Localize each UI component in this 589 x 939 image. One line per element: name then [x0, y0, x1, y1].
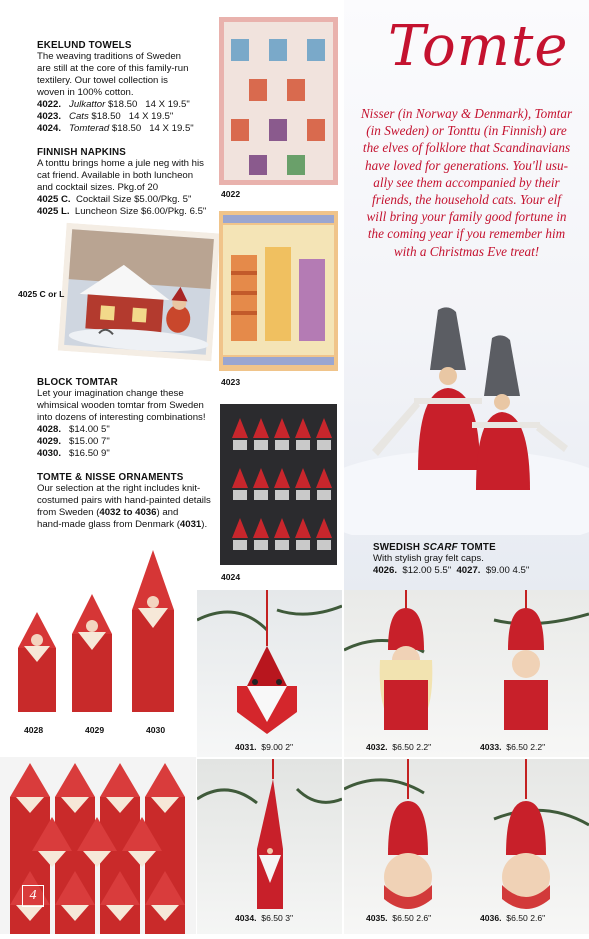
- towel-item-4022: [37, 99, 217, 111]
- item-code: 4023.: [37, 111, 62, 122]
- item-code: 4024.: [37, 123, 62, 134]
- block-description: [37, 388, 217, 424]
- stacked-tomtar-illustration: [0, 757, 196, 934]
- item-code: 4034.: [235, 913, 257, 923]
- ornament-caption-4034: [235, 913, 293, 923]
- item-code: 4027.: [456, 565, 481, 576]
- block-desc-line: whimsical wooden tomtar from Sweden: [37, 400, 204, 411]
- tomte-panel: [344, 0, 589, 590]
- item-detail: $6.50 2.6": [506, 913, 546, 923]
- item-detail: Luncheon Size $6.00/Pkg. 6.5": [74, 206, 207, 217]
- item-name: Tomterad: [69, 123, 110, 134]
- towels-desc-line: are still at the core of this family-run: [37, 63, 189, 74]
- napkins-desc-line: A tonttu brings home a jule neg with his: [37, 158, 204, 169]
- item-code: 4031.: [235, 742, 257, 752]
- napkin-item: [37, 206, 217, 218]
- page-number: 4: [29, 888, 37, 903]
- item-name: Julkattor: [69, 99, 106, 110]
- napkin-photo: [58, 223, 221, 361]
- item-detail: $6.50 2.2": [392, 742, 432, 752]
- ornaments-heading: TOMTE & NISSE ORNAMENTS: [37, 472, 184, 483]
- page-number-box: [22, 885, 44, 907]
- ornaments-desc-line: [37, 519, 222, 531]
- item-detail: $6.50 3": [261, 913, 294, 923]
- item-code: 4022.: [37, 99, 62, 110]
- towel-tomte-rows-pattern: [220, 404, 337, 565]
- towels-section: [37, 40, 217, 135]
- item-size: 14 X 19.5": [145, 99, 190, 110]
- tomte-desc-line: friends, the household cats. Your elf: [372, 192, 561, 208]
- block-label-4030: 4030: [146, 725, 166, 735]
- stacked-tomtar-photo: [0, 757, 196, 934]
- ornament-4031-photo: [197, 590, 342, 757]
- towel-cats-pattern: [219, 17, 338, 185]
- ornament-4035-4036-photo: [344, 759, 589, 934]
- block-item: [37, 424, 217, 436]
- text-part: ).: [201, 519, 208, 530]
- ornaments-description: [37, 483, 222, 531]
- item-code: 4032.: [366, 742, 388, 752]
- item-code: 4029.: [37, 436, 62, 447]
- ornament-caption-4035: [366, 913, 431, 923]
- item-detail: $6.50 2.6": [392, 913, 432, 923]
- napkin-item: [37, 194, 217, 206]
- napkins-items: [37, 194, 217, 218]
- item-detail: $14.00 5": [69, 424, 110, 435]
- tomte-desc-line: ally see them accompanied by their: [373, 174, 560, 190]
- round-tomte-pair: [344, 759, 589, 934]
- towels-heading: EKELUND TOWELS: [37, 40, 132, 51]
- text-part: 4032 to 4036: [99, 507, 157, 518]
- napkins-heading: FINNISH NAPKINS: [37, 147, 127, 158]
- tomte-desc-line: will bring your family good fortune in: [366, 209, 567, 225]
- tomte-desc-line: the elves of folklore that Scandinavians: [362, 140, 571, 156]
- ornament-caption-4033: [480, 742, 545, 752]
- scarf-heading: [373, 542, 583, 553]
- napkins-section: [37, 147, 217, 218]
- towel-label-4023: 4023: [221, 377, 241, 387]
- tomte-description: [344, 105, 589, 260]
- item-detail: $6.50 2.2": [506, 742, 546, 752]
- scarf-tomte-illustration: [344, 300, 589, 535]
- item-code: 4026.: [373, 565, 398, 576]
- item-code: 4035.: [366, 913, 388, 923]
- ornaments-desc-line: [37, 507, 222, 519]
- text-part: TOMTE: [457, 542, 496, 553]
- text-part: ) and: [156, 507, 179, 518]
- block-label-4028: 4028: [24, 725, 44, 735]
- block-heading: BLOCK TOMTAR: [37, 377, 118, 388]
- tomte-desc-line: the coming year if you remember him: [367, 226, 566, 242]
- ornament-4032-4033-photo: [344, 590, 589, 757]
- block-item: [37, 436, 217, 448]
- ornament-caption-4031: [235, 742, 293, 752]
- item-name: Cats: [69, 111, 89, 122]
- item-code: 4025 L.: [37, 206, 70, 217]
- napkins-description: [37, 158, 217, 194]
- item-detail: Cocktail Size $5.00/Pkg. 5": [75, 194, 192, 205]
- item-detail: $12.00 5.5": [402, 565, 452, 576]
- block-label-4029: 4029: [85, 725, 105, 735]
- item-detail: $9.00 4.5": [485, 565, 530, 576]
- napkins-desc-line: cat friend. Available in both luncheon: [37, 170, 194, 181]
- text-part: 4031: [179, 519, 202, 530]
- napkin-photo-label: 4025 C or L: [18, 289, 65, 299]
- ornament-caption-4032: [366, 742, 431, 752]
- ornaments-section: [37, 472, 222, 531]
- towel-item-4023: [37, 111, 217, 123]
- glass-tomte-ornament: [197, 590, 342, 757]
- towel-4023-photo: [219, 211, 338, 371]
- block-desc-line: into dozens of interesting combinations!: [37, 412, 206, 423]
- napkin-illustration: [58, 223, 221, 361]
- knit-tomte-pair: [344, 590, 589, 757]
- towels-desc-line: textilery. Our towel collection is: [37, 75, 168, 86]
- towel-item-4024: [37, 123, 217, 135]
- text-part: hand-made glass from Denmark (: [37, 519, 180, 530]
- towels-desc-line: woven in 100% cotton.: [37, 87, 134, 98]
- tomte-desc-line: Nisser (in Norway & Denmark), Tomtar: [360, 106, 573, 121]
- item-code: 4025 C.: [37, 194, 71, 205]
- item-size: 14 X 19.5": [128, 111, 174, 122]
- item-price: $18.50: [111, 123, 142, 134]
- ornaments-desc-line: Our selection at the right includes knit-: [37, 483, 201, 494]
- item-detail: $15.00 7": [69, 436, 110, 447]
- tomte-title: Tomte: [388, 14, 569, 79]
- towels-description: [37, 51, 217, 99]
- red-slim-tomte-ornament: [197, 759, 342, 934]
- towel-tall-cats-pattern: [219, 211, 338, 371]
- item-detail: $9.00 2": [261, 742, 294, 752]
- scarf-description: With stylish gray felt caps.: [373, 553, 484, 564]
- block-section: [37, 377, 217, 460]
- item-detail: $16.50 9": [69, 448, 110, 459]
- ornaments-desc-line: costumed pairs with hand-painted details: [37, 495, 211, 506]
- towels-desc-line: The weaving traditions of Sweden: [37, 51, 181, 62]
- tomte-desc-line: (in Sweden) or Tonttu (in Finnish) are: [366, 123, 567, 139]
- text-part: from Sweden (: [37, 507, 100, 518]
- text-part: SWEDISH: [373, 542, 424, 553]
- block-desc-line: Let your imagination change these: [37, 388, 184, 399]
- towels-items: [37, 99, 217, 135]
- tomte-desc-line: have loved for generations. You'll usu-: [364, 157, 569, 173]
- napkins-desc-line: and cocktail sizes. Pkg.of 20: [37, 182, 159, 193]
- item-size: 14 X 19.5": [149, 123, 194, 134]
- text-part: SCARF: [423, 542, 458, 553]
- item-price: $18.50: [91, 111, 121, 122]
- item-code: 4036.: [480, 913, 502, 923]
- towel-4022-photo: [219, 17, 338, 185]
- block-tomtar-illustration: [0, 540, 196, 720]
- towel-label-4024: 4024: [221, 572, 241, 582]
- scarf-prices: [373, 565, 583, 577]
- item-price: $18.50: [107, 99, 138, 110]
- scarf-tomte-caption: [373, 542, 583, 577]
- towel-label-4022: 4022: [221, 189, 241, 199]
- towel-4024-photo: [220, 404, 337, 565]
- ornament-4034-photo: [197, 759, 342, 934]
- block-tomtar-photo: [0, 540, 196, 720]
- ornament-caption-4036: [480, 913, 545, 923]
- tomte-desc-line: with a Christmas Eve treat!: [393, 243, 540, 259]
- item-code: 4028.: [37, 424, 62, 435]
- item-code: 4030.: [37, 448, 62, 459]
- block-items: [37, 424, 217, 460]
- block-item: [37, 448, 217, 460]
- item-code: 4033.: [480, 742, 502, 752]
